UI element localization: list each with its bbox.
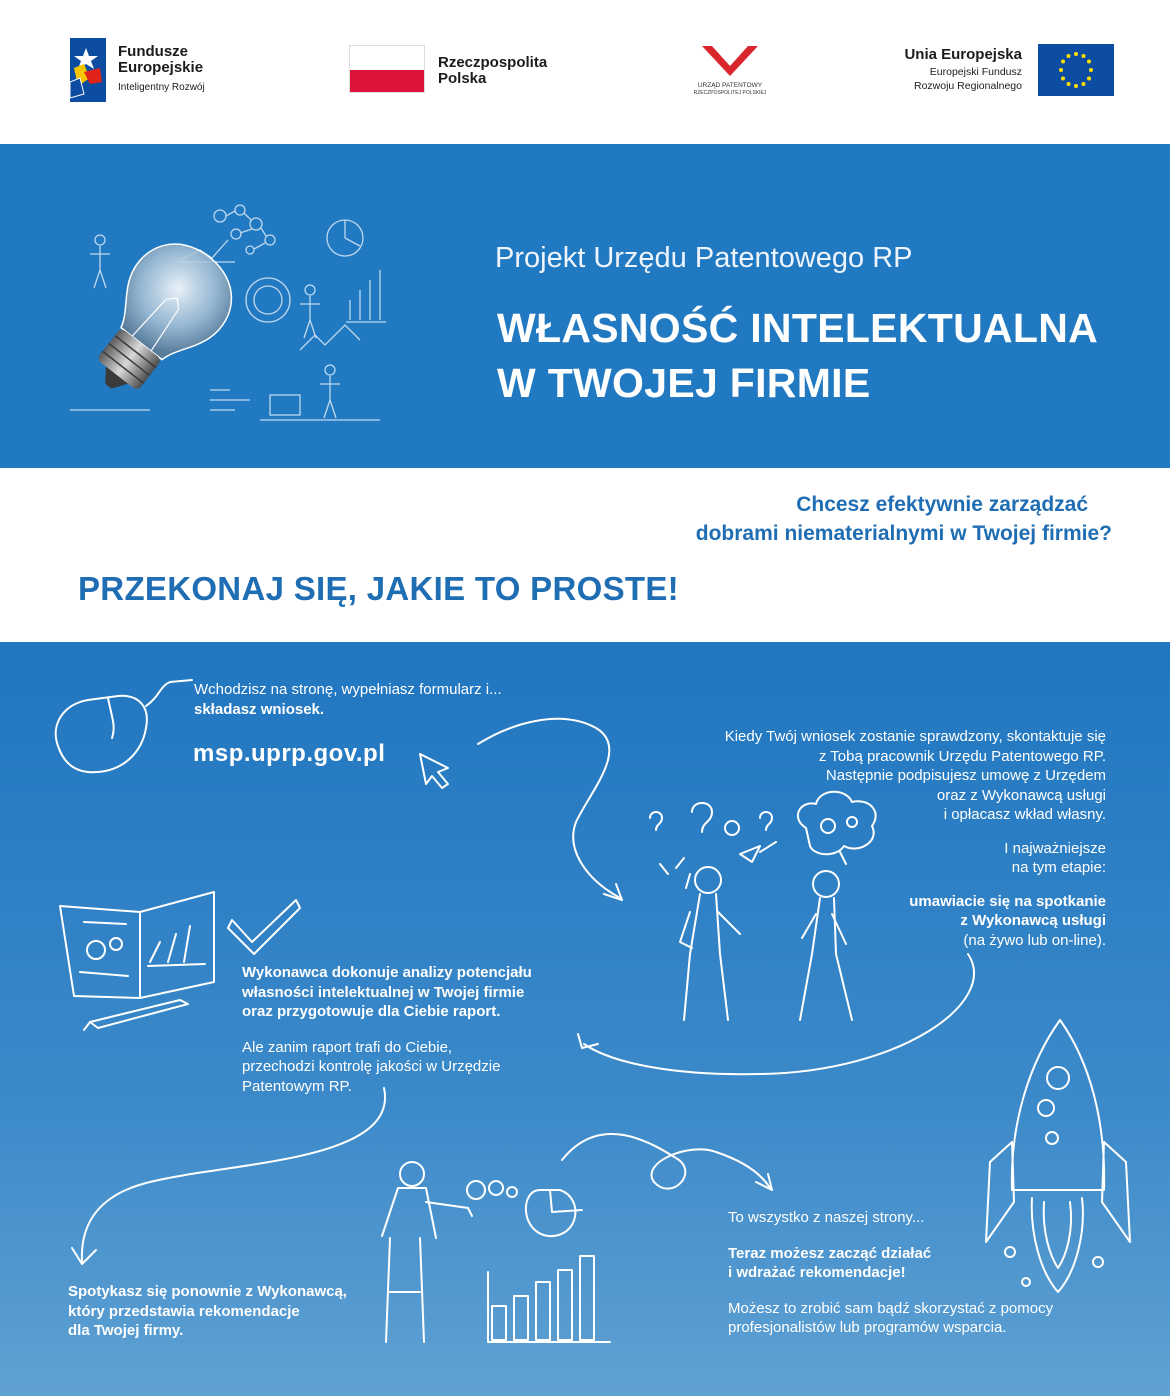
hero-title-line-2: W TWOJEJ FIRMIE xyxy=(497,360,871,406)
fundusze-subtitle: Inteligentny Rozwój xyxy=(118,82,205,93)
step5-line-1: To wszystko z naszej strony... xyxy=(728,1209,925,1226)
step3-bold-2: własności intelektualnej w Twojej firmie xyxy=(242,983,525,1001)
cursor-icon xyxy=(420,754,448,788)
rzeczpospolita-logo xyxy=(349,45,569,95)
arrow-curve-1-icon xyxy=(478,719,622,900)
eu-flag-icon xyxy=(1038,44,1114,96)
arrow-loop-icon xyxy=(562,1134,772,1190)
step4-bold-2: który przedstawia rekomendacje xyxy=(68,1302,300,1320)
steps-section xyxy=(0,642,1170,1396)
step3-line-1: Ale zanim raport trafi do Ciebie, xyxy=(242,1038,453,1056)
step2-important-2: na tym etapie: xyxy=(1011,859,1106,876)
mouse-icon xyxy=(56,680,192,772)
step4-text xyxy=(68,1282,347,1341)
step3-bold-3: oraz przygotowuje dla Ciebie raport. xyxy=(242,1003,501,1020)
rzeczpospolita-line-2: Polska xyxy=(438,70,487,87)
step2-line-5: i opłacasz wkład własny. xyxy=(943,806,1106,823)
question-line-2: dobrami niematerialnymi w Twojej firmie? xyxy=(695,522,1112,545)
arrow-curve-3-icon xyxy=(72,1088,385,1264)
step5-text xyxy=(728,1208,1053,1338)
step5-bold-2: i wdrażać rekomendacje! xyxy=(728,1264,906,1281)
rzeczpospolita-line-1: Rzeczpospolita xyxy=(438,54,548,71)
unia-sub-2: Rozwoju Regionalnego xyxy=(914,80,1022,92)
question-line-1: Chcesz efektywnie zarządzać xyxy=(796,493,1088,516)
step5-line-3: profesjonalistów lub programów wsparcia. xyxy=(728,1319,1007,1336)
step4-bold-1: Spotykasz się ponownie z Wykonawcą, xyxy=(68,1283,347,1300)
hero-subtitle: Projekt Urzędu Patentowego RP xyxy=(495,242,913,274)
step3-text xyxy=(242,963,532,1096)
step2-bold-1: umawiacie się na spotkanie xyxy=(909,892,1106,910)
bar-chart-sketch-icon xyxy=(488,1256,610,1342)
step2-line-4: oraz z Wykonawcą usługi xyxy=(936,786,1106,804)
hero-banner xyxy=(0,144,1170,468)
step2-line-3: Następnie podpisujesz umowę z Urzędem xyxy=(825,767,1106,784)
arrow-curve-2-icon xyxy=(578,954,974,1074)
check-mark-icon xyxy=(228,900,300,954)
unia-sub-1: Europejski Fundusz xyxy=(929,66,1022,78)
unia-europejska-logo xyxy=(860,44,1114,96)
step2-bold-2: z Wykonawcą usługi xyxy=(960,912,1106,929)
step2-text xyxy=(725,727,1106,950)
report-book-icon xyxy=(60,892,214,1030)
website-link[interactable]: msp.uprp.gov.pl xyxy=(193,740,386,767)
step2-note: (na żywo lub on-line). xyxy=(963,931,1106,949)
step2-important-1: I najważniejsze xyxy=(1004,839,1106,857)
lightbulb-sketch-icon xyxy=(60,200,400,440)
step3-line-2: przechodzi kontrolę jakości w Urzędzie xyxy=(242,1058,501,1075)
step4-bold-3: dla Twojej firmy. xyxy=(68,1322,184,1339)
poland-flag-icon xyxy=(349,45,425,93)
urzad-line-1: URZĄD PATENTOWY xyxy=(697,82,763,89)
logo-bar xyxy=(0,0,1170,144)
urzad-patentowy-emblem-icon xyxy=(702,42,758,78)
step1-text xyxy=(194,680,502,719)
step3-bold-1: Wykonawca dokonuje analizy potencjału xyxy=(242,964,532,981)
step5-line-2: Możesz to zrobić sam bądź skorzystać z pomocy xyxy=(728,1299,1054,1317)
unia-title: Unia Europejska xyxy=(904,46,1022,63)
fundusze-europejskie-logo xyxy=(70,38,240,102)
presenter-icon xyxy=(382,1162,582,1342)
hero-title-line-1: WŁASNOŚĆ INTELEKTUALNA xyxy=(497,305,1099,351)
cta-heading: PRZEKONAJ SIĘ, JAKIE TO PROSTE! xyxy=(78,570,679,607)
fundusze-title-2: Europejskie xyxy=(118,59,204,76)
step1-line-1: Wchodzisz na stronę, wypełniasz formularz i... xyxy=(194,681,502,698)
step2-line-1: Kiedy Twój wniosek zostanie sprawdzony, skontaktuje się xyxy=(724,728,1106,745)
fundusze-star-icon xyxy=(70,38,106,102)
urzad-line-2: RZECZPOSPOLITEJ POLSKIEJ xyxy=(693,90,767,96)
step5-bold-1: Teraz możesz zacząć działać xyxy=(728,1244,932,1262)
urzad-patentowy-logo xyxy=(690,42,770,102)
step2-line-2: z Tobą pracownik Urzędu Patentowego RP. xyxy=(818,747,1106,765)
step1-line-2: składasz wniosek. xyxy=(194,700,325,718)
fundusze-title-1: Fundusze xyxy=(118,43,188,60)
step3-line-3: Patentowym RP. xyxy=(242,1077,352,1095)
